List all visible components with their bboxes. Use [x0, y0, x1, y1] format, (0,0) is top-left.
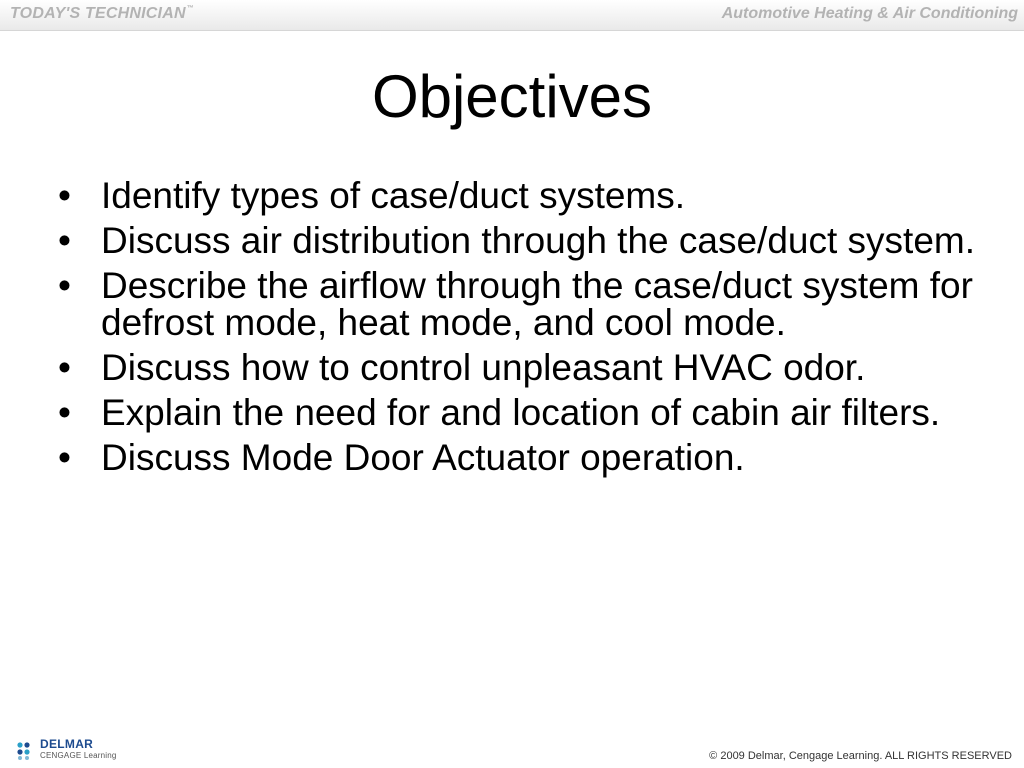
publisher-logo [16, 737, 166, 765]
series-brand [10, 5, 194, 23]
bullet-icon: • [58, 347, 71, 388]
bullet-text: Discuss air distribution through the case/duct system. [101, 220, 975, 261]
bullet-text: Describe the airflow through the case/duct system for defrost mode, heat mode, and cool mode. [101, 265, 973, 343]
bullet-icon: • [58, 220, 71, 261]
bullet-item [58, 177, 978, 214]
book-title: Automotive Heating & Air Conditioning [721, 5, 1018, 22]
publisher-subname: CENGAGE Learning [40, 751, 117, 760]
bullet-text: Discuss how to control unpleasant HVAC odor. [101, 347, 866, 388]
bullet-item [58, 394, 978, 431]
bullet-text: Explain the need for and location of cabin air filters. [101, 392, 941, 433]
bullet-item [58, 222, 978, 259]
bullet-icon: • [58, 392, 71, 433]
series-brand-text: TODAY'S TECHNICIAN [10, 5, 186, 22]
bullet-item [58, 439, 978, 476]
bullet-icon: • [58, 175, 71, 216]
slide-title: Objectives [371, 63, 653, 130]
bullet-item [58, 267, 978, 341]
copyright-notice: © 2009 Delmar, Cengage Learning. ALL RIGHTS RESERVED [709, 750, 1012, 762]
publisher-name: DELMAR [40, 737, 94, 751]
bullet-icon: • [58, 265, 71, 306]
bullet-text: Discuss Mode Door Actuator operation. [101, 437, 745, 478]
bullet-text: Identify types of case/duct systems. [101, 175, 686, 216]
objectives-list [58, 177, 978, 484]
delmar-logo-icon [16, 741, 36, 761]
trademark-mark: ™ [186, 5, 194, 12]
bullet-item [58, 349, 978, 386]
bullet-icon: • [58, 437, 71, 478]
header-bar [0, 0, 1024, 31]
